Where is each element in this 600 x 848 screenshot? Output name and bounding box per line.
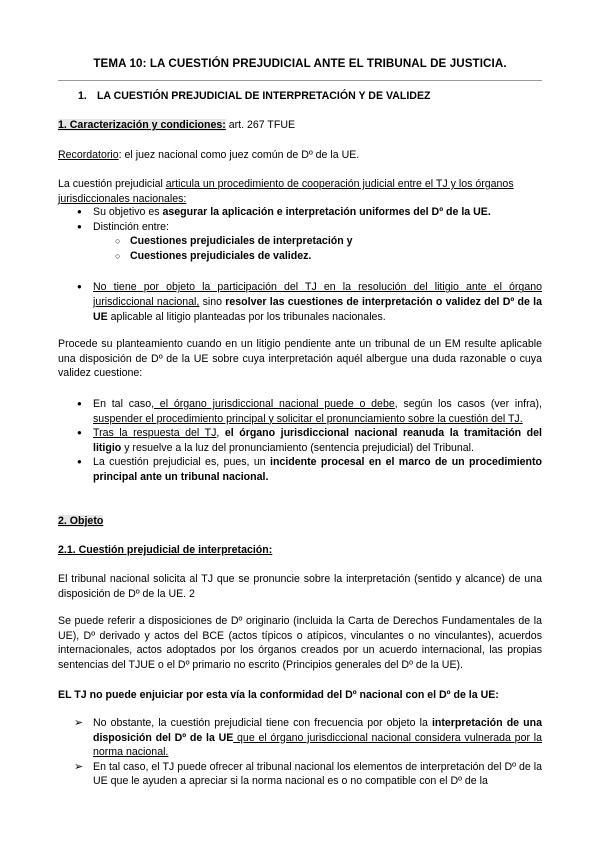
list-item xyxy=(58,455,542,484)
section-heading-1 xyxy=(78,89,431,104)
item-text: No obstante, la cuestión prejudicial tiene con frecuencia por objeto la xyxy=(93,717,432,729)
item-text: y resuelve a la luz del pronunciamiento (sentencia prejudicial) del Tribunal. xyxy=(121,441,474,454)
item-text: , según los casos (ver infra), xyxy=(394,398,542,410)
item-bold: resolver las cuestiones de interpretación o validez del Dº de la UE xyxy=(93,296,542,323)
subheading-label: 2. Objeto xyxy=(58,515,104,527)
item-text: En tal caso, el TJ puede ofrecer al tribunal nacional los elementos de interpretación del Dº de la UE que le ayuden a apreciar si la norma nacional es o no compatible con el Dº de la xyxy=(93,760,542,788)
page-title: TEMA 10: LA CUESTIÓN PREJUDICIAL ANTE EL TRIBUNAL DE JUSTICIA. xyxy=(93,57,507,70)
bullet-list-1 xyxy=(58,205,542,324)
recordatorio-paragraph xyxy=(58,148,542,163)
paragraph-tribunal-nacional: El tribunal nacional solicita al TJ que se pronuncie sobre la interpretación (sentido y alcance) de una disposición de Dº de la UE. 2 xyxy=(58,573,542,600)
item-underlined: el órgano jurisdiccional nacional puede o debe xyxy=(154,398,395,410)
list-item xyxy=(58,280,542,324)
item-bold: asegurar la aplicación e interpretación uniformes del Dº de la UE. xyxy=(162,206,491,218)
paragraph-cooperacion xyxy=(58,177,542,206)
item-bold: incidente procesal en el marco de un procedimiento principal ante un tribunal nacional. xyxy=(93,456,542,484)
sub-list-item xyxy=(58,234,542,249)
list-item xyxy=(58,205,542,220)
item-text: Su objetivo es xyxy=(93,206,163,218)
item-text: Distinción entre: xyxy=(93,220,169,233)
subheading-caracterizacion xyxy=(58,118,542,133)
list-item xyxy=(58,220,542,235)
paragraph-planteamiento: Procede su planteamiento cuando en un litigio pendiente ante un tribunal de un EM resulte aplicable una disposición de Dº de la UE sobre cuya interpretación aquél albergue una duda razonable o cuya validez cuestione: xyxy=(58,338,542,380)
para-underlined: articula un procedimiento de cooperación judicial entre el TJ y los órganos jurisdiccionales nacionales: xyxy=(58,178,514,205)
item-bold: Cuestiones prejudiciales de interpretación y xyxy=(130,235,353,248)
arrow-list xyxy=(58,716,542,789)
subheading-label: 1. Caracterización y condiciones: xyxy=(58,119,226,131)
subheading-article: art. 267 TFUE xyxy=(225,119,296,131)
bullet-list-2 xyxy=(58,397,542,485)
item-text: aplicable al litigio planteadas por los tribunales nacionales. xyxy=(107,310,386,323)
item-text: La cuestión prejudicial es, pues, un xyxy=(93,456,271,469)
list-item xyxy=(58,716,542,760)
item-bold: interpretación de una disposición del Dº de la UE xyxy=(93,717,542,744)
item-text: En tal caso, xyxy=(93,398,155,410)
paragraph-conformidad: EL TJ no puede enjuiciar por esta vía la conformidad del Dº nacional con el Dº de la UE: xyxy=(58,689,499,701)
title-divider xyxy=(58,80,542,81)
paragraph-disposiciones: Se puede referir a disposiciones de Dº originario (incluida la Carta de Derechos Fundamentales de la UE), Dº derivado y actos del BCE (actos típicos o atípicos, vinculantes o no vinculantes), acuerdos internacionales, actos adoptados por los órganos creados por un acuerdo internacional, las propias sentencias del TJUE o el Dº primario no escrito (Principios generales del Dº de la UE). xyxy=(58,615,542,671)
list-item xyxy=(58,760,542,789)
section-number: 1. xyxy=(78,90,87,102)
list-item xyxy=(58,426,542,455)
list-item xyxy=(58,397,542,426)
item-bold: el órgano jurisdiccional nacional reanuda la tramitación del litigio xyxy=(93,427,542,454)
recordatorio-text: : el juez nacional como juez común de Dº de la UE. xyxy=(118,149,360,161)
para-text: La cuestión prejudicial xyxy=(58,178,166,190)
item-underlined: Tras la respuesta del TJ xyxy=(93,427,217,440)
item-underlined: que el órgano jurisdiccional nacional considera vulnerada por la norma nacional. xyxy=(93,731,542,759)
item-bold: Cuestiones prejudiciales de validez. xyxy=(130,249,312,262)
item-text: sino xyxy=(199,296,226,309)
subheading-interpretacion xyxy=(58,543,542,558)
item-underlined: No tiene por objeto la participación del TJ en la resolución del litigio ante el órgano jurisdiccional nacional, xyxy=(93,281,542,309)
section-label: LA CUESTIÓN PREJUDICIAL DE INTERPRETACIÓN Y DE VALIDEZ xyxy=(96,90,431,102)
sub-list-item xyxy=(58,249,542,264)
recordatorio-label: Recordatorio xyxy=(58,149,119,161)
subheading-objeto xyxy=(58,514,542,529)
item-text: , xyxy=(216,427,225,440)
item-underlined: suspender el procedimiento principal y solicitar el pronunciamiento sobre la cuestión del TJ. xyxy=(93,412,523,425)
subheading-label: 2.1. Cuestión prejudicial de interpretación: xyxy=(58,544,273,556)
